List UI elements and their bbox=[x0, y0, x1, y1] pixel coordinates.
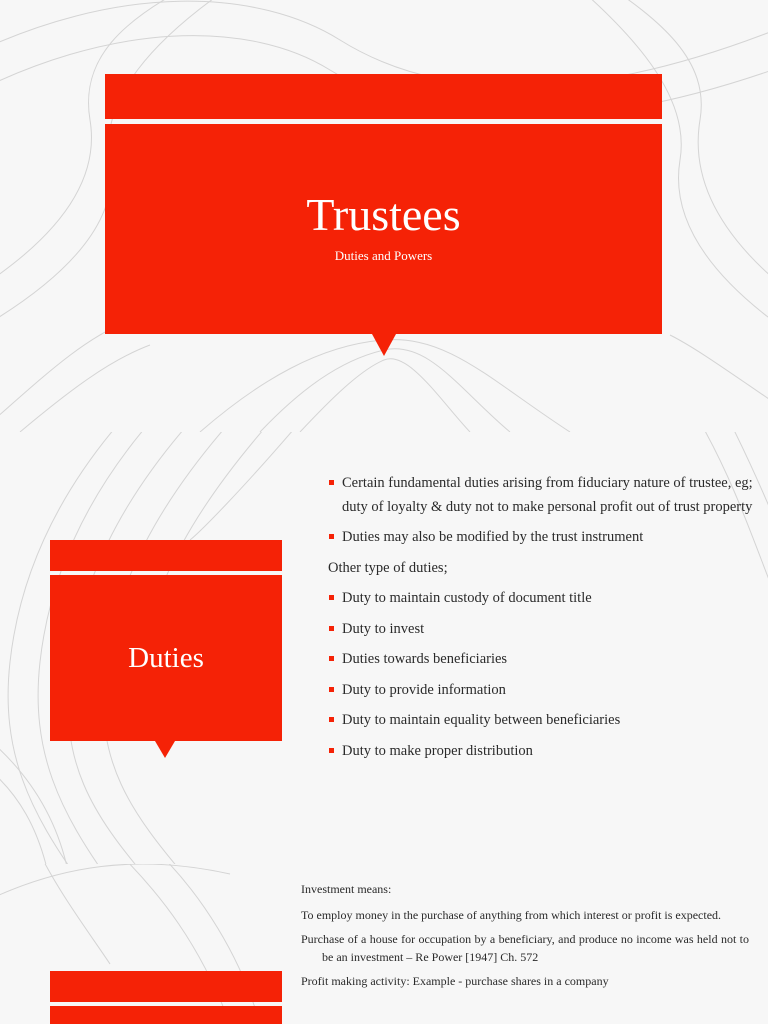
bullet-item bbox=[328, 618, 758, 642]
bullet-item bbox=[328, 648, 758, 672]
investment-top-band bbox=[50, 971, 282, 1002]
bullet-text: Duty to maintain equality between beneficiaries bbox=[342, 712, 621, 728]
bullet-text: Duty to invest bbox=[342, 620, 425, 637]
bullet-text: Duties may also be modified by the trust instrument bbox=[342, 529, 644, 545]
bullet-text: Other type of duties; bbox=[328, 559, 448, 576]
title-top-band bbox=[105, 74, 662, 119]
investment-paragraph: Profit making activity: Example - purchase shares in a company bbox=[301, 974, 609, 988]
investment-heading: Investment means: bbox=[301, 882, 392, 896]
duties-top-band bbox=[50, 540, 282, 571]
duties-box-pointer bbox=[155, 741, 175, 758]
slide-subtitle-text: Duties and Powers bbox=[334, 248, 433, 263]
slide-title-text: Trustees bbox=[306, 189, 461, 240]
bullet-item bbox=[328, 526, 758, 550]
bullet-text: Duty to provide information bbox=[342, 681, 506, 698]
investment-box bbox=[50, 1006, 282, 1024]
bullet-marker bbox=[329, 534, 334, 539]
list-subheading bbox=[328, 557, 758, 581]
title-box-pointer bbox=[372, 334, 396, 356]
slide-title bbox=[0, 0, 768, 432]
bullet-item bbox=[328, 709, 758, 733]
investment-paragraph: Purchase of a house for occupation by a beneficiary, and produce no income was held not to be an investment – Re Power [1947] Ch. 572 bbox=[301, 932, 749, 964]
investment-text bbox=[301, 880, 749, 996]
investment-paragraph: To employ money in the purchase of anything from which interest or profit is expected. bbox=[301, 908, 722, 922]
bullet-item bbox=[328, 587, 758, 611]
bullet-item bbox=[328, 679, 758, 703]
bullet-text: Certain fundamental duties arising from fiduciary nature of trustee, eg; duty of loyalty & duty not to make personal profit out of trust property bbox=[342, 475, 753, 515]
bullet-marker bbox=[329, 717, 334, 722]
bullet-marker bbox=[329, 748, 334, 753]
bullet-text: Duty to maintain custody of document title bbox=[342, 590, 592, 606]
bullet-marker bbox=[329, 595, 334, 600]
bullet-text: Duties towards beneficiaries bbox=[342, 651, 508, 667]
bullet-marker bbox=[329, 687, 334, 692]
bullet-item bbox=[328, 740, 758, 764]
bullet-marker bbox=[329, 480, 334, 485]
bullet-marker bbox=[329, 626, 334, 631]
bullet-text: Duty to make proper distribution bbox=[342, 742, 533, 759]
bullet-marker bbox=[329, 656, 334, 661]
bullet-item bbox=[328, 472, 758, 519]
duties-title: Duties bbox=[128, 642, 204, 674]
duties-bullet-list bbox=[328, 472, 758, 770]
